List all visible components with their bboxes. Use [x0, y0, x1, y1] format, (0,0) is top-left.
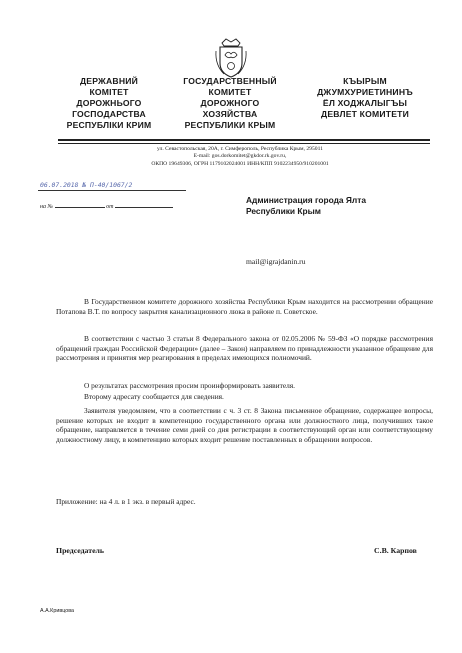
header-ukr-line: РЕСПУБЛІКИ КРИМ	[66, 120, 152, 130]
header-russian	[162, 76, 298, 131]
header-crh-line: КЪЫРЫМ	[343, 76, 387, 86]
header-rus-line: ДОРОЖНОГО	[200, 98, 260, 108]
header-rus-line: ГОСУДАРСТВЕННЫЙ	[183, 76, 277, 86]
header-rule-thick	[58, 139, 430, 141]
signature-title: Председатель	[56, 546, 105, 555]
contact-email: E-mail: gos.dorkomitet@gkdor.rk.gov.ru,	[193, 153, 287, 160]
ot-label: от	[106, 204, 114, 210]
reference-line	[40, 201, 200, 210]
header-crh-line: ДЖУМХУРИЕТИНИНЪ	[317, 87, 413, 97]
na-label: на №	[40, 204, 54, 210]
attachment-note: Приложение: на 4 л. в 1 экз. в первый адрес.	[56, 497, 196, 506]
header-crimean-tatar	[290, 76, 440, 120]
executor-name: А.А.Кривцова	[40, 608, 75, 614]
contact-block	[90, 146, 390, 168]
paragraph-1: В Государственном комитете дорожного хозяйства Республики Крым находится на рассмотрении обращение Потапова В.Т. по вопросу закрытия канализационного люка в районе п. Советское.	[56, 297, 433, 316]
paragraph-3: О результатах рассмотрения просим проинформировать заявителя.	[84, 381, 296, 390]
contact-address: ул. Севастопольская, 20А, г. Симферополь, Республика Крым, 295011	[157, 146, 323, 152]
header-rus-line: РЕСПУБЛИКИ КРЫМ	[184, 120, 276, 130]
contact-ids: ОКПО 19649306, ОГРН 1179102024001 ИНН/КПП 9102234950/910201001	[151, 160, 329, 167]
header-ukrainian	[42, 76, 176, 131]
header-crh-line: ДЕВЛЕТ КОМИТЕТИ	[321, 109, 409, 119]
header-ukr-line: ДОРОЖНЬОГО	[76, 98, 142, 108]
header-crh-line: ЁЛ ХОДЖАЛЫГЪЫ	[322, 98, 408, 108]
header-rus-line: КОМИТЕТ	[208, 87, 252, 97]
coat-of-arms-emblem	[214, 37, 248, 79]
header-ukr-line: ГОСПОДАРСТВА	[72, 109, 146, 119]
recipient-email: mail@igrajdanin.ru	[246, 257, 306, 266]
header-rule-thin	[58, 143, 430, 144]
paragraph-4: Второму адресату сообщается для сведения.	[84, 392, 224, 401]
signature-name: С.В. Карпов	[374, 546, 417, 555]
paragraph-2: В соответствии с частью 3 статьи 8 Федерального закона от 02.05.2006 № 59-ФЗ «О порядке рассмотрения обращений граждан Российской Федерации» (далее – Закон) направляем по принадлежности указанное обращение для рассмотрения и принятия мер реагирования в пределах имеющихся полномочий.	[56, 334, 433, 363]
paragraph-5: Заявителя уведомляем, что в соответствии с ч. 3 ст. 8 Закона письменное обращение, содержащее вопросы, решение которых не входит в компетенцию государственного органа или должностного лица, получивших такое обращение, направляется в течение семи дней со дня регистрации в соответствующий орган или соответствующему должностному лицу, в компетенцию которых входит решение поставленных в обращении вопросов.	[56, 406, 433, 444]
ot-blank	[115, 201, 173, 208]
header-ukr-line: КОМІТЕТ	[89, 87, 129, 97]
recipient-block	[246, 195, 446, 217]
registration-underline	[38, 190, 186, 191]
na-blank	[55, 201, 105, 208]
header-ukr-line: ДЕРЖАВНИЙ	[79, 76, 138, 86]
recipient-line: Республики Крым	[246, 206, 321, 216]
header-rus-line: ХОЗЯЙСТВА	[202, 109, 258, 119]
registration-handwritten: 06.07.2018 № П-40/1067/2	[40, 181, 133, 189]
recipient-line: Администрация города Ялта	[246, 195, 366, 205]
